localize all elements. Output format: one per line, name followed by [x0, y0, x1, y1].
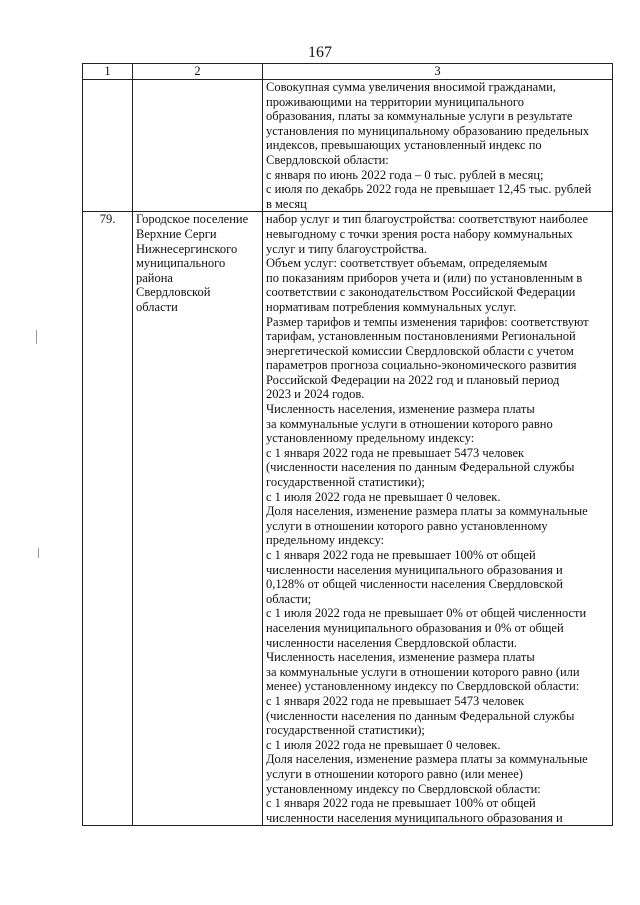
row-number-cell: 79. — [83, 212, 133, 826]
text-line: Нижнесергинского — [136, 241, 238, 256]
text-line: Численность населения, изменение размера платы — [266, 650, 535, 665]
row-number-cell — [83, 80, 133, 212]
text-line: Российской Федерации на 2022 год и плановый период — [266, 372, 560, 387]
text-line: 2023 и 2024 годов. — [266, 387, 365, 402]
text-line: области — [136, 299, 178, 314]
text-line: за коммунальные услуги в отношении которого равно (или — [266, 664, 580, 679]
text-line: в месяц — [266, 196, 307, 211]
text-line: 0,128% от общей численности населения Свердловской — [266, 577, 563, 592]
column-header-1: 1 — [83, 64, 133, 80]
table-row — [83, 80, 613, 212]
text-line: с 1 января 2022 года не превышает 100% от общей — [266, 548, 536, 562]
text-line: с июля по декабрь 2022 года не превышает 12,45 тыс. рублей — [266, 182, 592, 197]
text-line: численности населения Свердловской области. — [266, 635, 518, 650]
text-line: индексов, превышающих установленный индекс по — [266, 138, 542, 153]
document-table — [82, 63, 613, 826]
text-line: установления по муниципальному образованию предельных — [266, 123, 590, 138]
column-header-2: 2 — [133, 64, 263, 80]
text-line: энергетической комиссии Свердловской области с учетом — [266, 343, 574, 358]
row-content-cell — [263, 212, 613, 826]
text-line: параметров прогноза социально-экономического развития — [266, 358, 577, 373]
text-line: с января по июнь 2022 года – 0 тыс. рублей в месяц; — [266, 167, 544, 182]
text-line: соответствии с законодательством Российской Федерации — [266, 285, 576, 300]
text-line: численности населения муниципального образования и — [266, 810, 563, 825]
scan-margin-mark — [38, 548, 39, 558]
text-line: услуги в отношении которого равно (или менее) — [266, 766, 523, 781]
text-line: государственной статистики); — [266, 475, 425, 490]
text-line: Верхние Серги — [136, 226, 217, 241]
text-line: населения муниципального образования и 0% от общей — [266, 620, 564, 635]
scan-margin-mark — [36, 330, 37, 344]
text-line: менее) установленному индексу по Свердловской области: — [266, 679, 580, 694]
text-line: набор услуг и тип благоустройства: соответствуют наиболее — [266, 212, 589, 227]
column-header-3: 3 — [263, 64, 613, 80]
table-header-row — [83, 64, 613, 80]
text-line: невыгодному с точки зрения роста набору коммунальных — [266, 226, 573, 241]
text-line: за коммунальные услуги в отношении которого равно — [266, 416, 553, 431]
text-line: нормативам потребления коммунальных услуг. — [266, 299, 517, 314]
text-line: (численности населения по данным Федеральной службы — [266, 708, 575, 723]
text-line: Свердловской — [136, 285, 211, 300]
text-line: Свердловской области: — [266, 152, 389, 167]
text-line: Доля населения, изменение размера платы за коммунальные — [266, 752, 588, 767]
text-line: услуг и типу благоустройства. — [266, 241, 428, 256]
page-number: 167 — [308, 44, 332, 61]
text-line: с 1 июля 2022 года не превышает 0 человек. — [266, 737, 501, 752]
text-line: с 1 января 2022 года не превышает 5473 человек — [266, 445, 525, 460]
municipality-name-cell — [133, 80, 263, 212]
text-line: предельному индексу: — [266, 533, 385, 548]
text-line: тарифам, установленным постановлениями Региональной — [266, 329, 576, 344]
text-line: численности населения муниципального образования и — [266, 562, 563, 577]
text-line: Совокупная сумма увеличения вносимой гражданами, — [266, 80, 556, 94]
text-line: Объем услуг: соответствует объемам, определяемым — [266, 256, 548, 271]
text-line: государственной статистики); — [266, 723, 425, 738]
text-line: (численности населения по данным Федеральной службы — [266, 460, 575, 475]
text-line: установленному предельному индексу: — [266, 431, 475, 446]
text-line: с 1 января 2022 года не превышает 100% от общей — [266, 796, 536, 811]
text-line: района — [136, 270, 173, 285]
municipality-name-cell — [133, 212, 263, 826]
text-line: с 1 июля 2022 года не превышает 0% от общей численности — [266, 606, 587, 621]
text-line: муниципального — [136, 256, 226, 271]
text-line: с 1 июля 2022 года не превышает 0 человек. — [266, 489, 501, 504]
text-line: области; — [266, 591, 312, 606]
text-line: Городское поселение — [136, 212, 249, 227]
table-row — [83, 212, 613, 826]
text-line: проживающими на территории муниципального — [266, 94, 524, 109]
text-line: установленному индексу по Свердловской области: — [266, 781, 541, 796]
text-line: с 1 января 2022 года не превышает 5473 человек — [266, 693, 525, 708]
text-line: Размер тарифов и темпы изменения тарифов: соответствуют — [266, 314, 589, 329]
text-line: по показаниям приборов учета и (или) по установленным в — [266, 270, 583, 285]
text-line: Численность населения, изменение размера платы — [266, 402, 535, 417]
text-line: образования, платы за коммунальные услуги в результате — [266, 109, 573, 124]
text-line: Доля населения, изменение размера платы за коммунальные — [266, 504, 588, 519]
text-line: услуги в отношении которого равно установленному — [266, 518, 548, 533]
row-content-cell — [263, 80, 613, 212]
